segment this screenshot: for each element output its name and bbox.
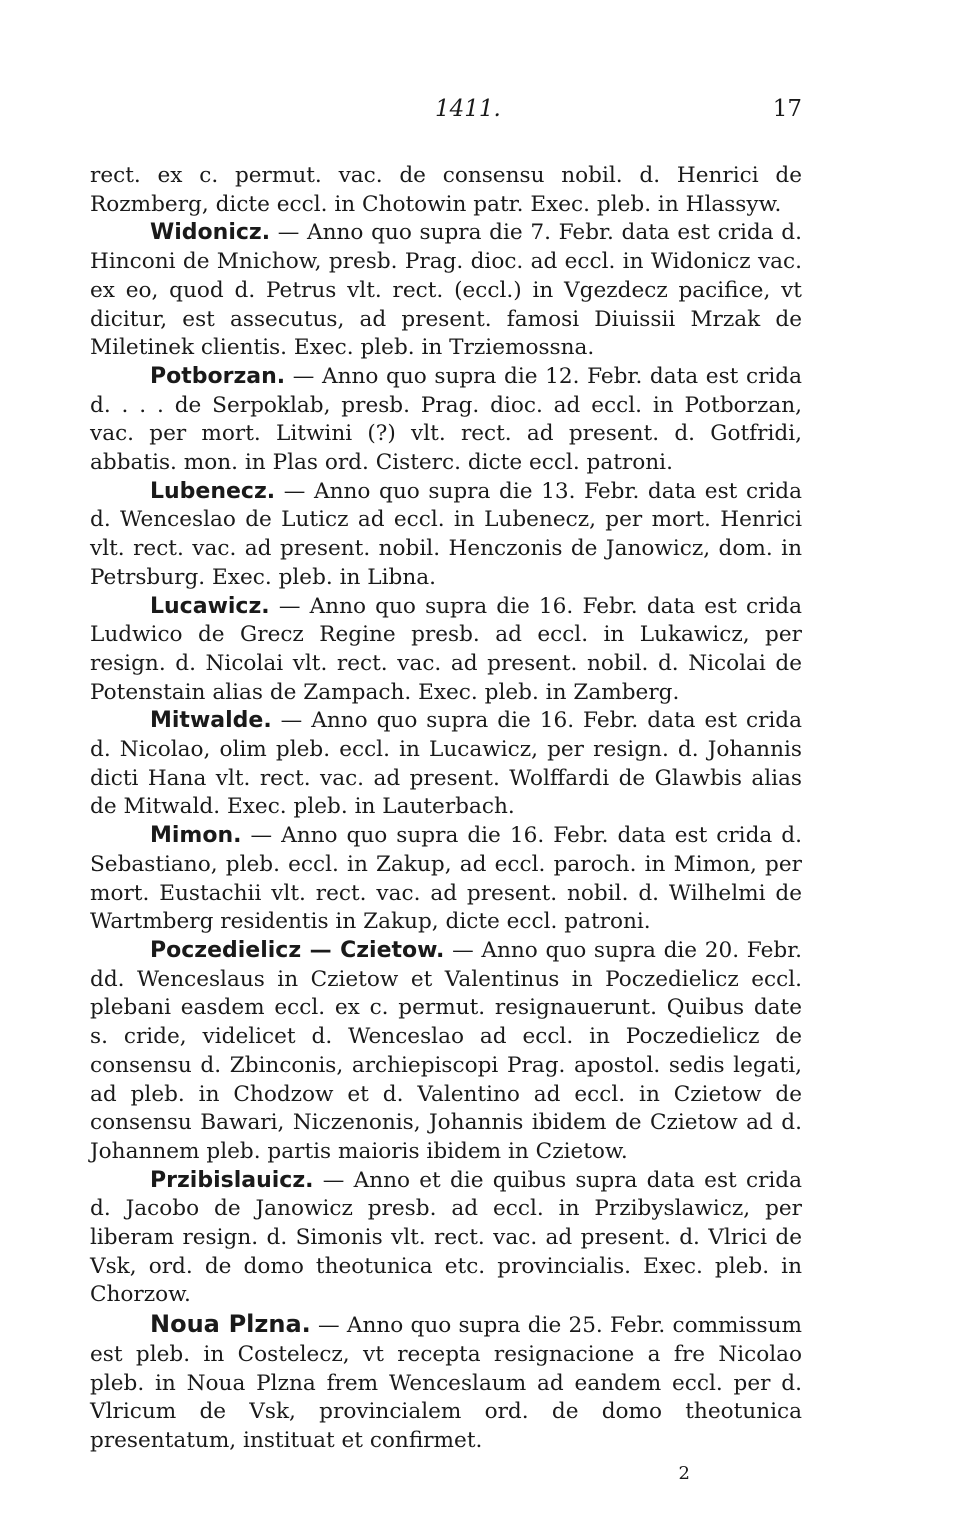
entry-przibislauicz xyxy=(90,1167,802,1311)
entry-widonicz xyxy=(90,219,802,363)
page-number: 17 xyxy=(772,96,802,122)
place-name: Potborzan. xyxy=(150,363,286,389)
page-year: 1411. xyxy=(435,96,501,122)
entry-continuation xyxy=(90,162,802,219)
entry-poczedielicz-czietow xyxy=(90,937,802,1167)
entry-text: — Anno quo supra die 13. Febr. data est crida d. Wenceslao de Luticz ad eccl. in Lubenecz, per mort. Henrici vlt. rect. vac. ad present. nobil. Henczonis de Janowicz, dom. in Petrsburg. Exec. pleb. in Libna. xyxy=(90,478,802,590)
document-page xyxy=(90,96,802,1488)
entry-lubenecz xyxy=(90,478,802,593)
entry-text: rect. ex c. permut. vac. de consensu nobil. d. Henrici de Rozmberg, dicte eccl. in Chotowin patr. Exec. pleb. in Hlassyw. xyxy=(90,163,802,217)
register-text xyxy=(90,162,802,1488)
place-name: Lubenecz. xyxy=(150,478,276,504)
place-name: Lucawicz. xyxy=(150,593,270,619)
entry-text: — Anno quo supra die 12. Febr. data est crida d. . . . de Serpoklab, presb. Prag. dioc. ad eccl. in Potborzan, vac. per mort. Litwini (?) vlt. rect. ad present. d. Gotfridi, abbatis. mon. in Plas ord. Cisterc. dicte eccl. patroni. xyxy=(90,363,802,476)
entry-text: — Anno quo supra die 16. Febr. data est crida d. Nicolao, olim pleb. eccl. in Lucawicz, per resign. d. Johannis dicti Hana vlt. rect. vac. ad present. Wolffardi de Glawbis alias de Mitwald. Exec. pleb. in Lauterbach. xyxy=(90,708,802,820)
entry-text: — Anno quo supra die 20. Febr. dd. Wenceslaus in Czietow et Valentinus in Poczedielicz eccl. plebani easdem eccl. ex c. permut. resignauerunt. Quibus date s. cride, videlicet d. Wenceslao ad eccl. in Poczedielicz de consensu d. Zbinconis, archiepiscopi Prag. apostol. sedis legati, ad pleb. in Chodzow et d. Valentino ad eccl. in Czietow de consensu Bawari, Niczenonis, Johannis ibidem de Czietow ad d. Johannem pleb. partis maioris ibidem in Czietow. xyxy=(90,937,803,1164)
running-head xyxy=(90,96,802,136)
entry-text: — Anno et die quibus supra data est crida d. Jacobo de Janowicz presb. ad eccl. in Przibyslawicz, per liberam resign. d. Simonis vlt. rect. vac. ad present. d. Vlrici de Vsk, ord. de domo theotunica etc. provincialis. Exec. pleb. in Chorzow. xyxy=(90,1167,802,1308)
entry-text: — Anno quo supra die 16. Febr. data est crida d. Sebastiano, pleb. eccl. in Zakup, ad eccl. paroch. in Mimon, per mort. Eustachii vlt. rect. vac. ad present. nobil. d. Wilhelmi de Wartmberg residentis in Zakup, dicte eccl. patroni. xyxy=(90,823,802,935)
place-name: Widonicz. xyxy=(150,220,271,246)
entry-text: — Anno quo supra die 25. Febr. commissum est pleb. in Costelecz, vt recepta resignacione a fre Nicolao pleb. in Noua Plzna frem Wenceslaum ad eandem eccl. per d. Vlricum de Vsk, provincialem ord. de domo theotunica presentatum, instituat et confirmet. xyxy=(90,1313,802,1453)
entry-mimon xyxy=(90,822,802,937)
place-name: Mitwalde. xyxy=(150,708,272,734)
entry-potborzan xyxy=(90,363,802,478)
entry-text: — Anno quo supra die 16. Febr. data est crida Ludwico de Grecz Regine presb. ad eccl. in Lukawicz, per resign. d. Nicolai vlt. rect. vac. ad present. nobil. d. Nicolai de Potenstain alias de Zampach. Exec. pleb. in Zamberg. xyxy=(90,593,802,705)
place-name: Poczedielicz — Czietow. xyxy=(150,937,445,963)
place-name: Przibislauicz. xyxy=(150,1167,314,1193)
place-name: Noua Plzna. xyxy=(150,1310,311,1339)
signature-mark: 2 xyxy=(678,1462,690,1484)
entry-noua-plzna xyxy=(90,1310,802,1456)
entry-mitwalde xyxy=(90,707,802,822)
entry-lucawicz xyxy=(90,593,802,708)
place-name: Mimon. xyxy=(150,823,242,849)
entry-text: — Anno quo supra die 7. Febr. data est crida d. Hinconi de Mnichow, presb. Prag. dioc. ad eccl. in Widonicz vac. ex eo, quod d. Petrus vlt. rect. (eccl.) in Vgezdecz pacifice, vt dicitur, est assecutus, ad present. famosi Diuissii Mrzak de Miletinek clientis. Exec. pleb. in Trziemossna. xyxy=(90,220,802,361)
